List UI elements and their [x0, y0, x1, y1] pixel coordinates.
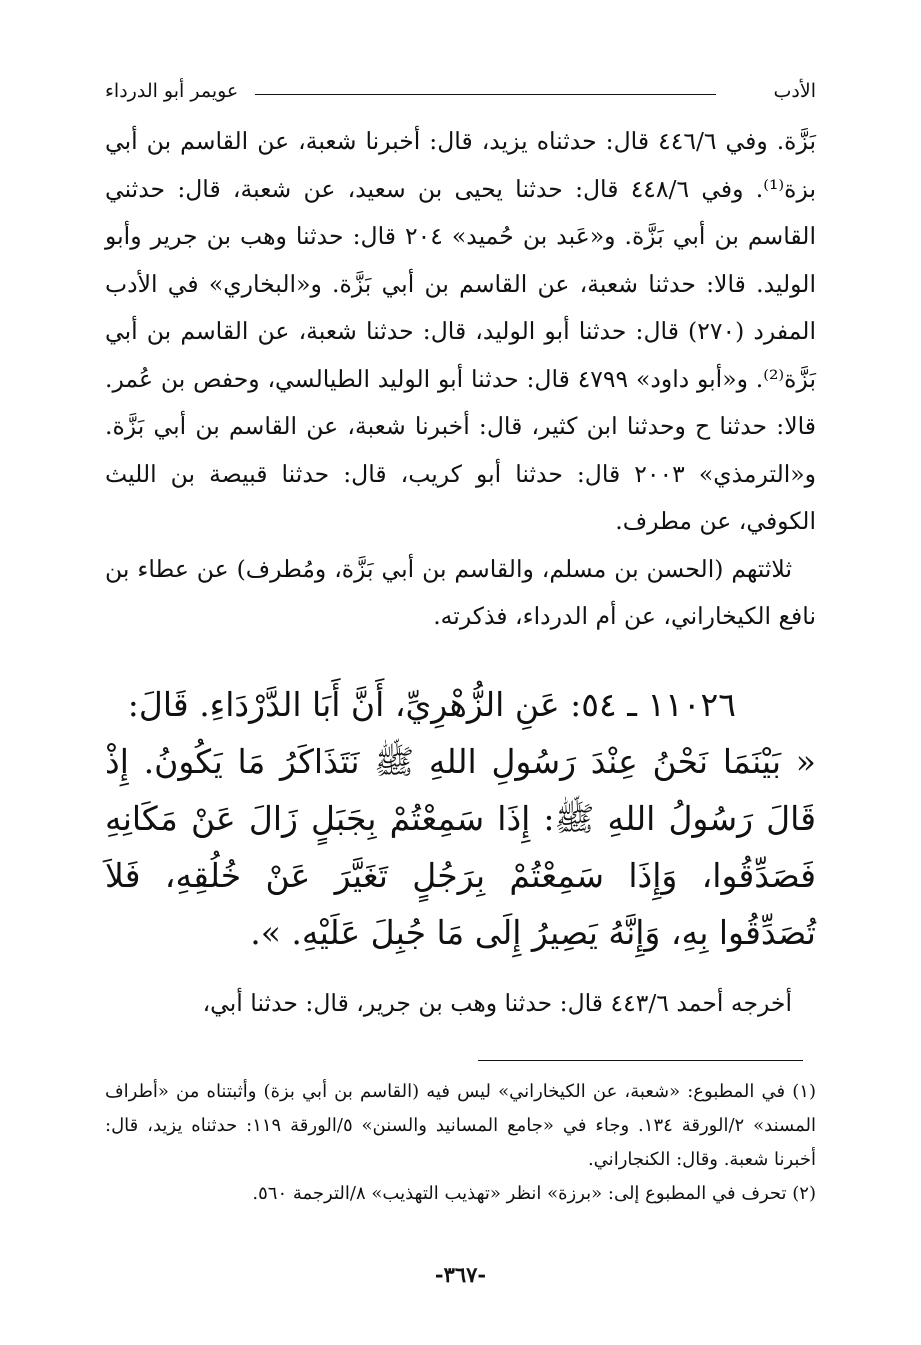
paragraph-sources: بَزَّة. وفي ٤٤٦/٦ قال: حدثناه يزيد، قال: أخبرنا شعبة، عن القاسم بن أبي بزة⁽¹⁾. وفي ٤٤٨/٦ قال: حدثنا يحيى بن سعيد، عن شعبة، قال: حدثني القاسم بن أبي بَزَّة. و«عَبد بن حُميد» ٢٠٤ قال: حدثنا وهب بن جرير وأبو الوليد. قالا: حدثنا شعبة، عن القاسم بن أبي بَزَّة. و«البخاري» في الأدب المفرد (٢٧٠) قال: حدثنا أبو الوليد، قال: حدثنا شعبة، عن القاسم بن أبي بَزَّة⁽²⁾. و«أبو داود» ٤٧٩٩ قال: حدثنا أبو الوليد الطيالسي، وحفص بن عُمر. قالا: حدثنا ح وحدثنا ابن كثير، قال: أخبرنا شعبة، عن القاسم بن أبي بَزَّة. و«الترمذي» ٢٠٠٣ قال: حدثنا أبو كريب، قال: حدثنا قبيصة بن الليث الكوفي، عن مطرف. — [105, 127, 816, 535]
hadith-text: « بَيْنَمَا نَحْنُ عِنْدَ رَسُولِ اللهِ ﷺ نَتَذَاكَرُ مَا يَكُونُ. إِذْ قَالَ رَسُولُ اللهِ ﷺ: إِذَا سَمِعْتُمْ بِجَبَلٍ زَالَ عَنْ مَكَانِهِ فَصَدِّقُوا، وَإِذَا سَمِعْتُمْ بِرَجُلٍ تَغَيَّرَ عَنْ خُلُقِهِ، فَلاَ تُصَدِّقُوا بِهِ، وَإِنَّهُ يَصِيرُ إِلَى مَا جُبِلَ عَلَيْهِ. ». — [105, 742, 816, 952]
hadith-heading: ١١٠٢٦ ـ ٥٤: عَنِ الزُّهْرِيِّ، أَنَّ أَبَا الدَّرْدَاءِ. قَالَ: — [127, 685, 736, 724]
main-text — [105, 118, 816, 641]
footnotes — [105, 1075, 816, 1211]
running-header — [105, 80, 816, 110]
paragraph-summary: ثلاثتهم (الحسن بن مسلم، والقاسم بن أبي بَزَّة، ومُطرف) عن عطاء بن نافع الكيخاراني، عن أم الدرداء، فذكرته. — [105, 554, 816, 630]
footnote-1: (١) في المطبوع: «شعبة، عن الكيخاراني» ليس فيه (القاسم بن أبي بزة) وأثبتناه من «أطراف المسند» ٢/الورقة ١٣٤. وجاء في «جامع المسانيد والسنن» ٥/الورقة ١١٩: حدثناه يزيد، قال: أخبرنا شعبة. وقال: الكنجاراني. — [105, 1081, 816, 1170]
footnote-2: (٢) تحرف في المطبوع إلى: «برزة» انظر «تهذيب التهذيب» ٨/الترجمة ٥٦٠. — [252, 1183, 816, 1204]
subject-title: عويمر أبو الدرداء — [105, 80, 239, 102]
takhrij-line: أخرجه أحمد ٤٤٣/٦ قال: حدثنا وهب بن جرير، قال: حدثنا أبي، — [202, 989, 792, 1017]
header-rule — [255, 94, 716, 95]
footnote-divider — [478, 1060, 803, 1061]
hadith-block — [105, 676, 816, 961]
page-number: -٣٦٧- — [434, 1262, 487, 1287]
chapter-title: الأدب — [773, 80, 816, 102]
